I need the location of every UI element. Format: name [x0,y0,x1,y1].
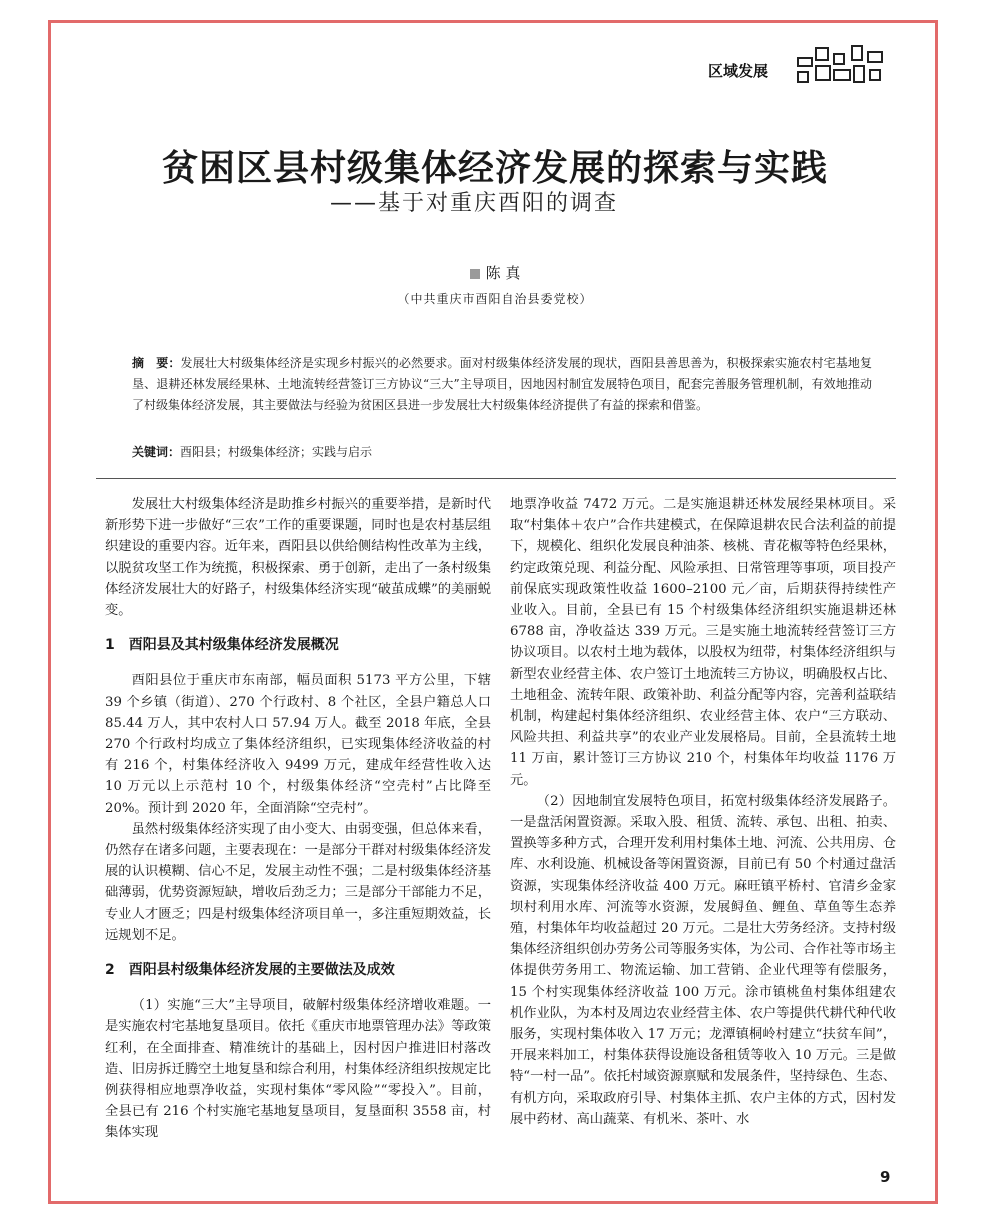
right-column [510,494,896,1130]
paragraph: 酉阳县位于重庆市东南部，幅员面积 5173 平方公里，下辖 39 个乡镇（街道）、270 个行政村、8 个社区，全县户籍总人口 85.44 万人，其中农村人口 57.94 万人。截至 2018 年底，全县 270 个行政村均成立了集体经济组织，已实现集体经济收益的村有 216 个，村集体经济收入 9499 万元，建成年经营性收入达 10 万元以上示范村 10 个，村级集体经济“空壳村”占比降至 20%。预计到 2020 年，全面消除“空壳村”。 [105,673,491,816]
keywords-text: 酉阳县；村级集体经济；实践与启示 [180,445,373,459]
article-subtitle: ——基于对重庆酉阳的调查 [330,191,619,216]
author-line [0,262,990,283]
paragraph: （2）因地制宜发展特色项目，拓宽村级集体经济发展路子。一是盘活闲置资源。采取入股、租赁、流转、承包、出租、拍卖、置换等多种方式，合理开发利用村集体土地、河流、公共用房、仓库、水利设施、机械设备等闲置资源，目前已有 50 个村通过盘活资源，实现集体经济收益 400 万元。麻旺镇平桥村、官清乡金家坝村利用水库、河流等水资源，发展鲟鱼、鲤鱼、草鱼等生态养殖，村集体年均收益超过 20 万元。二是壮大劳务经济。支持村级集体经济组织创办劳务公司等服务实体，为公司、合作社等市场主体提供劳务用工、物流运输、加工营销、企业代理等有偿服务，15 个村实现集体经济收益 100 万元。涂市镇桃鱼村集体组建农机作业队，为本村及周边农业经营主体、农户等提供代耕代种代收服务，实现村集体收入 17 万元；龙潭镇桐岭村建立“扶贫车间”，开展来料加工，村集体获得设施设备租赁等收入 10 万元。三是做特“一村一品”。依托村域资源禀赋和发展条件，坚持绿色、生态、有机方向，采取政府引导、村集体主抓、农户主体的方式，因村发展中药材、高山蔬菜、有机米、茶叶、水 [510,793,896,1127]
decorative-squares-icon [796,44,886,88]
section-tag: 区域发展 [708,62,769,80]
separator-rule [96,478,896,479]
paragraph: 发展壮大村级集体经济是助推乡村振兴的重要举措，是新时代新形势下进一步做好“三农”工作的重要课题，同时也是农村基层组织建设的重要内容。近年来，酉阳县以供给侧结构性改革为主线，以脱贫攻坚工作为统揽，积极探索、勇于创新，走出了一条村级集体经济发展壮大的好路子，村级集体经济实现“破茧成蝶”的美丽蜕变。 [105,497,491,619]
abstract-text: 发展壮大村级集体经济是实现乡村振兴的必然要求。面对村级集体经济发展的现状，酉阳县善思善为，积极探索实施农村宅基地复垦、退耕还林发展经果林、土地流转经营签订三方协议“三大”主导项目，因地因村制宜发展特色项目，配套完善服务管理机制，有效地推动了村级集体经济发展，其主要做法与经验为贫困区县进一步发展壮大村级集体经济提供了有益的探索和借鉴。 [132,356,872,412]
paragraph: 地票净收益 7472 万元。二是实施退耕还林发展经果林项目。采取“村集体＋农户”合作共建模式，在保障退耕农民合法利益的前提下，规模化、组织化发展良种油茶、核桃、青花椒等特色经果林，约定政策兑现、利益分配、风险承担、日常管理等事项，项目投产前保底实现政策性收益 1600–2100 元／亩，后期获得持续性产业收入。目前，全县已有 15 个村级集体经济组织实施退耕还林 6788 亩，净收益达 339 万元。三是实施土地流转经营签订三方协议项目。以农村土地为载体，以股权为纽带，村集体经济组织与新型农业经营主体、农户签订土地流转三方协议，明确股权占比、土地租金、流转年限、政策补助、利益分配等内容，完善利益联结机制，构建起村集体经济组织、农业经营主体、农户“三方联动、风险共担、利益共享”的农业产业发展格局。目前，全县流转土地 11 万亩，累计签订三方协议 210 个，村集体年均收益 1176 万元。 [510,497,896,788]
paragraph: 虽然村级集体经济实现了由小变大、由弱变强，但总体来看，仍然存在诸多问题，主要表现在：一是部分干群对村级集体经济发展的认识模糊、信心不足，发展主动性不强；二是村级集体经济基础薄弱，优势资源短缺，增收后劲乏力；三是部分干部能力不足，专业人才匮乏；四是村级集体经济项目单一，多注重短期效益，长远规划不足。 [105,821,491,943]
article-title: 贫困区县村级集体经济发展的探索与实践 [161,147,828,189]
paragraph: （1）实施“三大”主导项目，破解村级集体经济增收难题。一是实施农村宅基地复垦项目。依托《重庆市地票管理办法》等政策红利，在全面排查、精准统计的基础上，因村因户推进旧村落改造、旧房拆迁腾空土地复垦和综合利用，村集体经济组织按规定比例获得相应地票净收益，实现村集体“零风险”“零投入”。目前，全县已有 216 个村实施宅基地复垦项目，复垦面积 3558 亩，村集体实现 [105,998,491,1141]
section-heading-2: 2 酉阳县村级集体经济发展的主要做法及成效 [105,962,395,979]
abstract-label: 摘 要： [132,356,181,370]
author-marker-icon [470,269,480,279]
page-number: 9 [880,1168,891,1186]
abstract [132,353,872,416]
author-affiliation: （中共重庆市酉阳自治县委党校） [397,292,593,306]
left-column [105,494,491,1144]
keywords-label: 关键词： [132,445,181,459]
keywords [132,442,872,463]
section-heading-1: 1 酉阳县及其村级集体经济发展概况 [105,637,339,654]
author-name: 陈 真 [485,264,521,282]
